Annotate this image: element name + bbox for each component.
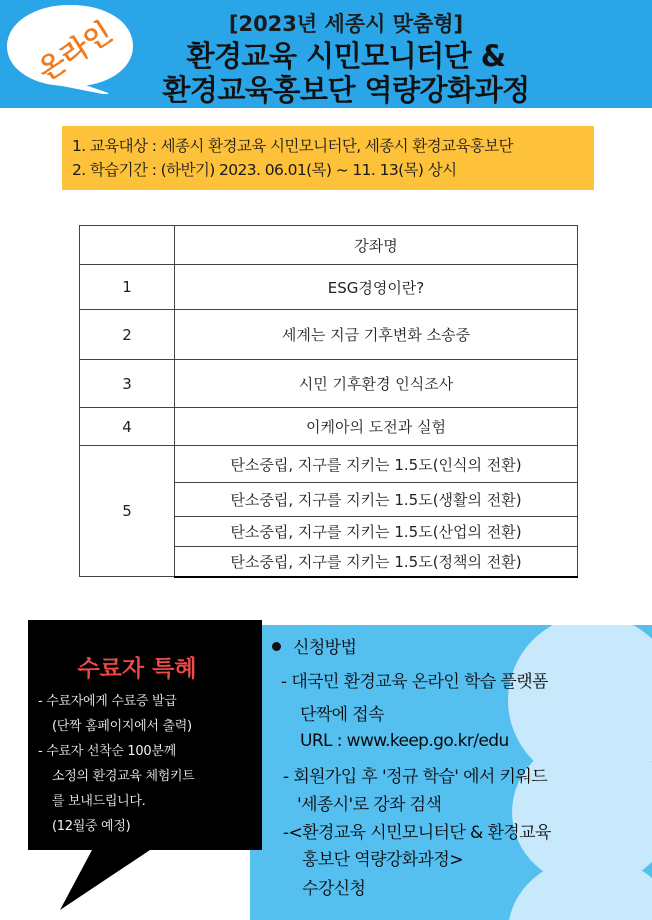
row-title: ESG경영이란?	[175, 265, 578, 310]
info-period: 2. 학습기간 : (하반기) 2023. 06.01(목) ~ 11. 13(목) 상시	[72, 161, 457, 179]
table-row	[80, 310, 578, 360]
row-num: 2	[80, 310, 175, 360]
row-title: 탄소중립, 지구를 지키는 1.5도(산업의 전환)	[175, 517, 578, 547]
apply-line: 단짝에 접속	[300, 705, 384, 725]
row-title: 탄소중립, 지구를 지키는 1.5도(생활의 전환)	[175, 483, 578, 517]
table-header-row	[80, 226, 578, 265]
benefit-line: (단짝 홈페이지에서 출력)	[52, 719, 192, 734]
apply-line: - 회원가입 후 '정규 학습' 에서 키워드	[283, 767, 548, 787]
info-box	[62, 126, 594, 190]
row-title: 탄소중립, 지구를 지키는 1.5도(정책의 전환)	[175, 547, 578, 577]
header-title-line2: 환경교육홍보단 역량강화과정	[162, 73, 530, 107]
table-row	[80, 446, 578, 483]
row-num: 5	[80, 446, 175, 577]
header-title-line1: 환경교육 시민모니터단 &	[186, 39, 506, 73]
apply-heading: 신청방법	[293, 638, 357, 658]
benefit-line: - 수료자에게 수료증 발급	[38, 694, 177, 709]
table-row	[80, 360, 578, 408]
decor-circle	[508, 857, 652, 920]
benefit-line: (12월중 예정)	[52, 819, 131, 834]
apply-url: URL : www.keep.go.kr/edu	[300, 731, 509, 751]
table-header-num	[80, 226, 175, 265]
apply-line: '세종시'로 강좌 검색	[297, 795, 442, 815]
row-num: 3	[80, 360, 175, 408]
bullet-icon	[272, 642, 281, 651]
benefit-line: - 수료자 선착순 100분께	[38, 744, 176, 759]
table-row	[80, 408, 578, 446]
apply-line: 홍보단 역량강화과정>	[302, 850, 463, 870]
row-title: 세계는 지금 기후변화 소송중	[175, 310, 578, 360]
row-title: 이케아의 도전과 실험	[175, 408, 578, 446]
row-num: 1	[80, 265, 175, 310]
row-num: 4	[80, 408, 175, 446]
info-target: 1. 교육대상 : 세종시 환경교육 시민모니터단, 세종시 환경교육홍보단	[72, 137, 513, 155]
bubble-text: 온라인	[31, 15, 118, 88]
row-title: 탄소중립, 지구를 지키는 1.5도(인식의 전환)	[175, 446, 578, 483]
benefit-line: 를 보내드립니다.	[52, 794, 146, 809]
course-table	[79, 225, 578, 578]
table-header-title: 강좌명	[175, 226, 578, 265]
apply-line: 수강신청	[302, 879, 366, 899]
benefit-line: 소정의 환경교육 체험키트	[52, 769, 195, 784]
header-subtitle: [2023년 세종시 맞춤형]	[228, 12, 464, 36]
row-title: 시민 기후환경 인식조사	[175, 360, 578, 408]
table-row	[80, 265, 578, 310]
benefits-title: 수료자 특혜	[77, 656, 197, 682]
apply-line: - 대국민 환경교육 온라인 학습 플랫폼	[281, 672, 548, 692]
apply-line: -<환경교육 시민모니터단 & 환경교육	[283, 823, 551, 843]
